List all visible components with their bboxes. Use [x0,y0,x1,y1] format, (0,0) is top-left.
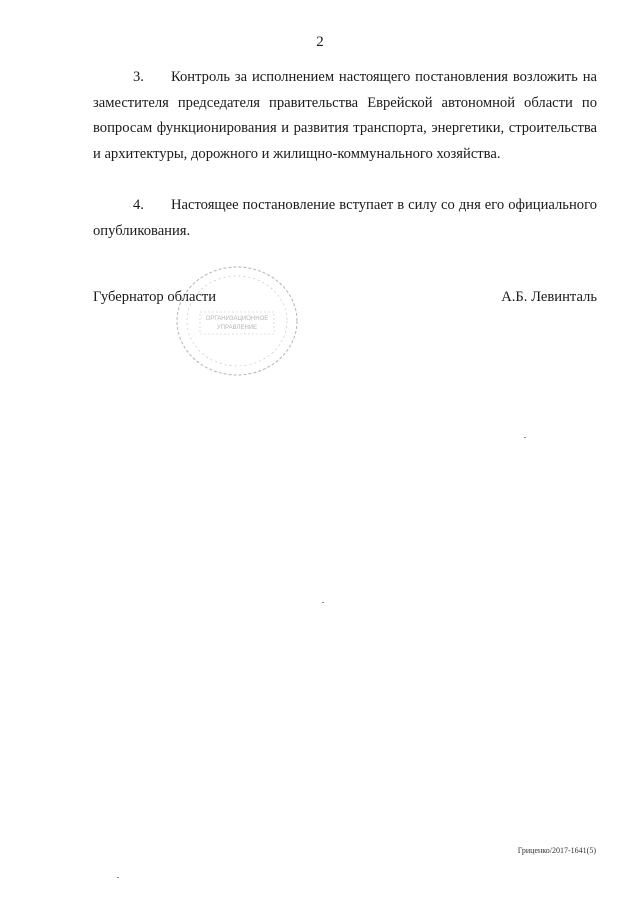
svg-text:УПРАВЛЕНИЕ: УПРАВЛЕНИЕ [216,325,258,331]
paragraph-3 [93,65,597,167]
signature-title: Губернатор области [93,289,217,305]
paragraph-number: 3. [133,69,144,85]
scan-speck [524,437,526,438]
scan-speck [322,602,324,603]
signature-name: А.Б. Левинталь [501,289,597,305]
paragraph-text: Настоящее постановление вступает в силу со дня его официального опубликования. [93,197,597,239]
paragraph-text: Контроль за исполнением настоящего постановления возложить на заместителя председателя правительства Еврейской автономной области по вопросам функционирования и развития транспорта, энергетики, строительства и архитектуры, дорожного и жилищно-коммунального хозяйства. [93,69,597,162]
page-number: 2 [316,34,324,50]
svg-text:ОРГАНИЗАЦИОННОЕ: ОРГАНИЗАЦИОННОЕ [205,316,269,322]
official-stamp [172,262,302,380]
paragraph-number: 4. [133,197,144,213]
footer-doc-code: Гриценко/2017-1641(5) [517,846,596,855]
paragraph-4 [93,193,597,244]
scan-speck [117,877,119,878]
